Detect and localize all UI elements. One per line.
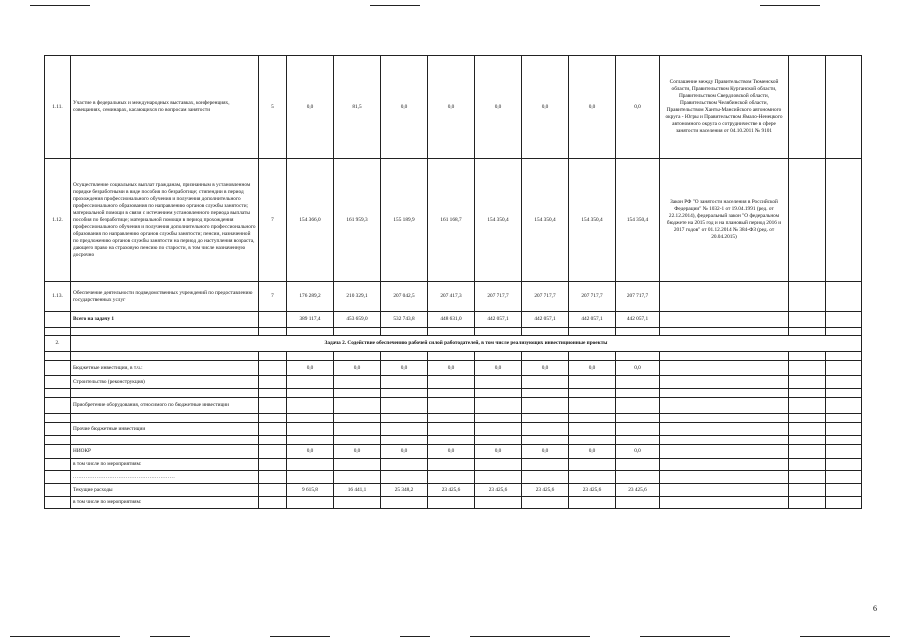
bottom-edge-mark	[270, 636, 330, 637]
value-cell: 154 350,4	[616, 159, 660, 282]
top-edge-mark	[30, 5, 90, 6]
value-cell: 161 959,3	[334, 159, 381, 282]
bottom-edge-mark	[800, 636, 890, 637]
row-label: Бюджетные инвестиции, в т.ч.:	[71, 361, 259, 376]
table-row	[45, 459, 862, 471]
row-number: 1.13.	[45, 282, 71, 312]
value-cell: 0,0	[428, 361, 475, 376]
value-cell: 207 717,7	[522, 282, 569, 312]
total-value: 453 659,0	[334, 312, 381, 328]
value-cell: 9 615,8	[287, 484, 334, 497]
value-cell: 207 717,7	[616, 282, 660, 312]
bottom-edge-mark	[640, 636, 730, 637]
value-cell: 0,0	[616, 445, 660, 459]
total-row	[45, 312, 862, 328]
value-cell: 161 168,7	[428, 159, 475, 282]
value-cell: 0,0	[475, 56, 522, 159]
row-label: в том числе по мероприятиям:	[71, 497, 259, 509]
bottom-edge-mark	[400, 636, 430, 637]
table-row	[45, 471, 862, 484]
table-row	[45, 361, 862, 376]
value-cell: 155 189,9	[381, 159, 428, 282]
spacer-row	[45, 414, 862, 423]
table-row	[45, 497, 862, 509]
value-cell: 25 348,2	[381, 484, 428, 497]
code-cell: 7	[259, 159, 287, 282]
bottom-edge-mark	[470, 636, 590, 637]
row-label: Текущие расходы	[71, 484, 259, 497]
top-edge-mark	[370, 5, 420, 6]
value-cell: 0,0	[287, 361, 334, 376]
row-number: 1.12.	[45, 159, 71, 282]
value-cell: 0,0	[428, 56, 475, 159]
value-cell: 81,5	[334, 56, 381, 159]
dotted-placeholder: ........................................................	[71, 471, 259, 484]
value-cell: 16 441,1	[334, 484, 381, 497]
total-value: 442 057,1	[475, 312, 522, 328]
value-cell: 154 366,0	[287, 159, 334, 282]
value-cell: 23 425,6	[522, 484, 569, 497]
value-cell: 0,0	[334, 361, 381, 376]
value-cell: 0,0	[522, 361, 569, 376]
spacer-row	[45, 352, 862, 361]
value-cell: 154 350,4	[475, 159, 522, 282]
value-cell: 23 425,6	[616, 484, 660, 497]
empty-cell	[789, 159, 826, 282]
total-value: 442 057,1	[522, 312, 569, 328]
value-cell: 154 350,4	[569, 159, 616, 282]
value-cell: 176 289,2	[287, 282, 334, 312]
total-value: 389 117,4	[287, 312, 334, 328]
task-title: Задача 2. Содействие обеспечению рабочей силой работодателей, в том числе реализующих инвестиционные проекты	[71, 336, 862, 352]
code-cell: 5	[259, 56, 287, 159]
table-row	[45, 445, 862, 459]
value-cell: 0,0	[381, 361, 428, 376]
row-number: 1.11.	[45, 56, 71, 159]
total-value: 442 057,1	[616, 312, 660, 328]
empty-cell	[789, 56, 826, 159]
value-cell: 0,0	[616, 56, 660, 159]
value-cell: 154 350,4	[522, 159, 569, 282]
measure-name: Осуществление социальных выплат гражданам, признанным в установленном порядке безработными в виде пособия по безработице; стипендии в период прохождения профессионального обучения и получения дополнительного профессионального образования по направлению органов службы занятости; материальной помощи в связи с истечением установленного периода выплаты пособия по безработице; материальной помощи в период прохождения профессионального обучения и получения дополнительного профессионального образования по направлению органов службы занятости; пенсии, назначенной по предложению органов службы занятости на период до наступления возраста, дающего право на страховую пенсию по старости, в том числе назначенную досрочно	[71, 159, 259, 282]
bottom-edge-mark	[10, 636, 120, 637]
table-row	[45, 56, 862, 159]
empty-cell	[789, 282, 826, 312]
spacer-row	[45, 436, 862, 445]
value-cell: 0,0	[381, 56, 428, 159]
value-cell: 0,0	[569, 361, 616, 376]
value-cell: 23 425,6	[475, 484, 522, 497]
empty-cell	[789, 312, 826, 328]
measure-name: Обеспечение деятельности подведомственных учреждений по предоставлению государственных услуг	[71, 282, 259, 312]
code-cell: 7	[259, 282, 287, 312]
value-cell: 0,0	[287, 445, 334, 459]
table-row	[45, 282, 862, 312]
legal-basis-note: Соглашение между Правительством Тюменской области, Правительством Курганской области, Правительством Свердловской области, Правительством Челябинской области, Правительством Ханты-Мансийского автономного округа - Югры и Правительством Ямало-Ненецкого автономного округа о сотрудничестве в сфере занятости населения от 04.10.2011 № 9101	[660, 56, 789, 159]
task-number: 2.	[45, 336, 71, 352]
value-cell: 0,0	[569, 445, 616, 459]
empty-cell	[259, 361, 287, 376]
total-value: 448 631,0	[428, 312, 475, 328]
value-cell: 0,0	[475, 361, 522, 376]
empty-cell	[826, 56, 862, 159]
value-cell: 0,0	[381, 445, 428, 459]
empty-cell	[660, 361, 789, 376]
empty-cell	[259, 312, 287, 328]
value-cell: 0,0	[522, 56, 569, 159]
page-number: 6	[873, 604, 877, 613]
row-label: Приобретение оборудования, относимого по бюджетные инвестиции	[71, 398, 259, 414]
spacer-row	[45, 328, 862, 336]
total-value: 442 057,1	[569, 312, 616, 328]
spacer-row	[45, 389, 862, 398]
task-header-row	[45, 336, 862, 352]
total-value: 532 743,8	[381, 312, 428, 328]
value-cell: 207 042,5	[381, 282, 428, 312]
top-edge-mark	[760, 5, 820, 6]
value-cell: 0,0	[569, 56, 616, 159]
table-row	[45, 376, 862, 389]
legal-basis-note: Закон РФ "О занятости населения в Российской Федерации" № 1032-1 от 19.04.1991 (ред. от 22.12.2014), федеральный закон "О федеральном бюджете на 2015 год и на плановый период 2016 и 2017 годов" от 01.12.2014 № 384-ФЗ (ред. от 20.04.2015)	[660, 159, 789, 282]
value-cell: 210 329,1	[334, 282, 381, 312]
measure-name: Участие в федеральных и международных выставках, конференциях, совещаниях, семинарах, касающихся по вопросам занятости	[71, 56, 259, 159]
program-table	[44, 55, 862, 509]
value-cell: 0,0	[428, 445, 475, 459]
empty-cell	[660, 282, 789, 312]
empty-cell	[789, 361, 826, 376]
value-cell: 0,0	[616, 361, 660, 376]
value-cell: 207 717,7	[475, 282, 522, 312]
row-label: НИОКР	[71, 445, 259, 459]
value-cell: 0,0	[475, 445, 522, 459]
row-label: Прочие бюджетные инвестиции	[71, 423, 259, 436]
empty-cell	[45, 312, 71, 328]
value-cell: 0,0	[334, 445, 381, 459]
empty-cell	[660, 312, 789, 328]
bottom-edge-mark	[150, 636, 190, 637]
row-label: Строительство (реконструкция)	[71, 376, 259, 389]
table-row	[45, 398, 862, 414]
empty-cell	[826, 282, 862, 312]
table-row	[45, 159, 862, 282]
value-cell: 0,0	[287, 56, 334, 159]
table-row	[45, 484, 862, 497]
value-cell: 207 417,3	[428, 282, 475, 312]
value-cell: 23 425,6	[428, 484, 475, 497]
value-cell: 0,0	[522, 445, 569, 459]
table-row	[45, 423, 862, 436]
value-cell: 23 425,6	[569, 484, 616, 497]
empty-cell	[826, 312, 862, 328]
empty-cell	[826, 159, 862, 282]
empty-cell	[826, 361, 862, 376]
row-label: в том числе по мероприятиям:	[71, 459, 259, 471]
empty-cell	[45, 361, 71, 376]
total-label: Всего на задачу 1	[71, 312, 259, 328]
value-cell: 207 717,7	[569, 282, 616, 312]
